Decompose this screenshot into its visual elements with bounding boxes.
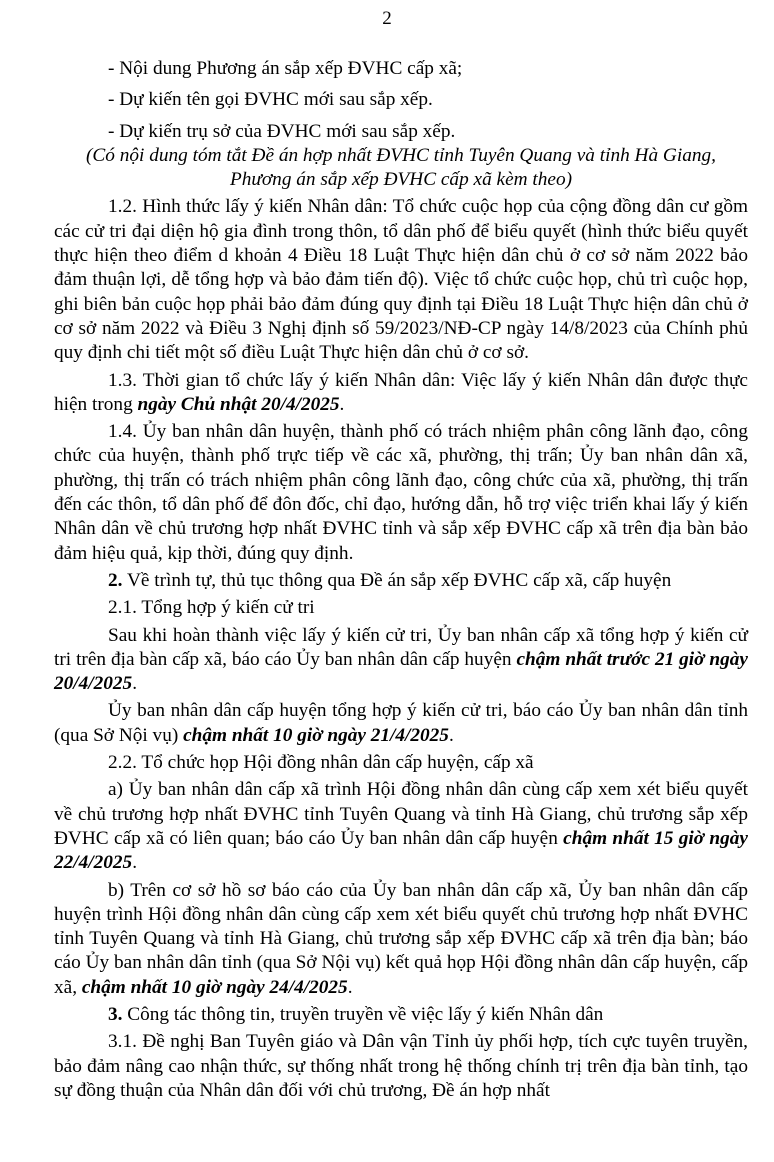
paragraph-text: 1.3. Thời gian tổ chức lấy ý kiến Nhân dân: Việc lấy ý kiến Nhân dân được thực hiện trong [54, 369, 748, 415]
subsection-heading-2-1: 2.1. Tổng hợp ý kiến cử tri [108, 597, 315, 619]
paragraph-end: . [132, 852, 138, 874]
paragraph-2-2-b [54, 879, 748, 1000]
paragraph-1-2: 1.2. Hình thức lấy ý kiến Nhân dân: Tổ chức cuộc họp của cộng đồng dân cư gồm các cử tri đại diện hộ gia đình trong thôn, tổ dân phố để biểu quyết (hình thức biểu quyết thực hiện theo điểm d khoản 4 Điều 18 Luật Thực hiện dân chủ ở cơ sở năm 2022 bảo đảm thuận lợi, dễ tổng hợp và bảo đảm tiến độ). Việc tổ chức cuộc họp, chủ trì cuộc họp, ghi biên bản cuộc họp phải bảo đảm đúng quy định tại Điều 18 Luật Thực hiện dân chủ ở cơ sở năm 2022 và Điều 3 Nghị định số 59/2023/NĐ-CP ngày 14/8/2023 của Chính phủ quy định chi tiết một số điều Luật Thực hiện dân chủ ở cơ sở. [54, 196, 748, 364]
section-heading-2 [54, 569, 748, 593]
paragraph-3-1: 3.1. Đề nghị Ban Tuyên giáo và Dân vận Tỉnh ủy phối hợp, tích cực tuyên truyền, bảo đảm nâng cao nhận thức, sự thống nhất trong hệ thống chính trị trên địa bàn tỉnh, tạo sự đồng thuận của Nhân dân đối với chủ trương, Đề án hợp nhất [54, 1031, 748, 1101]
paragraph-end: . [347, 976, 353, 998]
deadline-text: chậm nhất 10 giờ ngày 21/4/2025 [183, 724, 449, 746]
paragraph-2-1-a [54, 624, 748, 697]
paragraph-end: . [448, 724, 454, 746]
deadline-text: chậm nhất 10 giờ ngày 24/4/2025 [81, 976, 348, 998]
paragraph-text: Sau khi hoàn thành việc lấy ý kiến cử tri, Ủy ban nhân cấp xã tổng hợp ý kiến cử tri trên địa bàn cấp xã, báo cáo Ủy ban nhân dân cấp huyện [54, 624, 748, 670]
bullet-item: - Dự kiến trụ sở của ĐVHC mới sau sắp xếp. [108, 120, 456, 142]
paragraph-end: . [132, 673, 138, 695]
deadline-text: chậm nhất 15 giờ ngày 22/4/2025 [54, 827, 748, 874]
section-title: Về trình tự, thủ tục thông qua Đề án sắp xếp ĐVHC cấp xã, cấp huyện [122, 569, 672, 591]
section-number: 3. [108, 1003, 123, 1025]
paragraph-1-4: 1.4. Ủy ban nhân dân huyện, thành phố có trách nhiệm phân công lãnh đạo, công chức của huyện, thành phố trực tiếp về các xã, phường, thị trấn; Ủy ban nhân dân xã, phường, thị trấn có trách nhiệm phân công lãnh đạo, công chức của xã, phường, thị trấn đến các thôn, tổ dân phố để đôn đốc, chỉ đạo, hướng dẫn, hỗ trợ việc triển khai lấy ý kiến Nhân dân về chủ trương hợp nhất ĐVHC tỉnh và sắp xếp ĐVHC cấp xã trên địa bàn bảo đảm hiệu quả, kịp thời, đúng quy định. [54, 421, 748, 564]
document-body [54, 57, 748, 1103]
section-number: 2. [108, 569, 123, 591]
paragraph-text: a) Ủy ban nhân dân cấp xã trình Hội đồng nhân dân cùng cấp xem xét biểu quyết về chủ trương hợp nhất ĐVHC tỉnh Tuyên Quang và tỉnh Hà Giang, chủ trương sắp xếp ĐVHC cấp xã có liên quan; báo cáo Ủy ban nhân dân cấp huyện [54, 779, 748, 849]
deadline-text: chậm nhất trước 21 giờ ngày 20/4/2025 [54, 648, 748, 695]
paragraph-end: . [339, 393, 345, 415]
bullet-item: - Nội dung Phương án sắp xếp ĐVHC cấp xã; [108, 58, 463, 79]
section-heading-3 [54, 1003, 748, 1027]
subsection-heading-2-2: 2.2. Tổ chức họp Hội đồng nhân dân cấp huyện, cấp xã [108, 752, 534, 774]
section-title: Công tác thông tin, truyền truyền về việc lấy ý kiến Nhân dân [122, 1003, 604, 1025]
attachment-note: (Có nội dung tóm tắt Đề án hợp nhất ĐVHC tỉnh Tuyên Quang và tỉnh Hà Giang, Phương án sắp xếp ĐVHC cấp xã kèm theo) [86, 144, 716, 191]
page-number: 2 [382, 8, 392, 29]
paragraph-text: b) Trên cơ sở hồ sơ báo cáo của Ủy ban nhân dân cấp xã, Ủy ban nhân dân cấp huyện trình Hội đồng nhân dân cùng cấp xem xét biểu quyết chủ trương hợp nhất ĐVHC tỉnh Tuyên Quang và tỉnh Hà Giang, chủ trương sắp xếp ĐVHC cấp xã trên địa bàn; báo cáo Ủy ban nhân dân tỉnh (qua Sở Nội vụ) kết quả họp Hội đồng nhân dân cấp huyện, cấp xã, [54, 879, 748, 998]
paragraph-1-3 [54, 369, 748, 418]
paragraph-2-2-a [54, 778, 748, 875]
deadline-text: ngày Chủ nhật 20/4/2025 [137, 393, 340, 415]
paragraph-text: Ủy ban nhân dân cấp huyện tổng hợp ý kiến cử tri, báo cáo Ủy ban nhân dân tỉnh (qua Sở Nội vụ) [54, 700, 748, 746]
paragraph-2-1-b [54, 699, 748, 748]
bullet-item: - Dự kiến tên gọi ĐVHC mới sau sắp xếp. [108, 89, 433, 111]
